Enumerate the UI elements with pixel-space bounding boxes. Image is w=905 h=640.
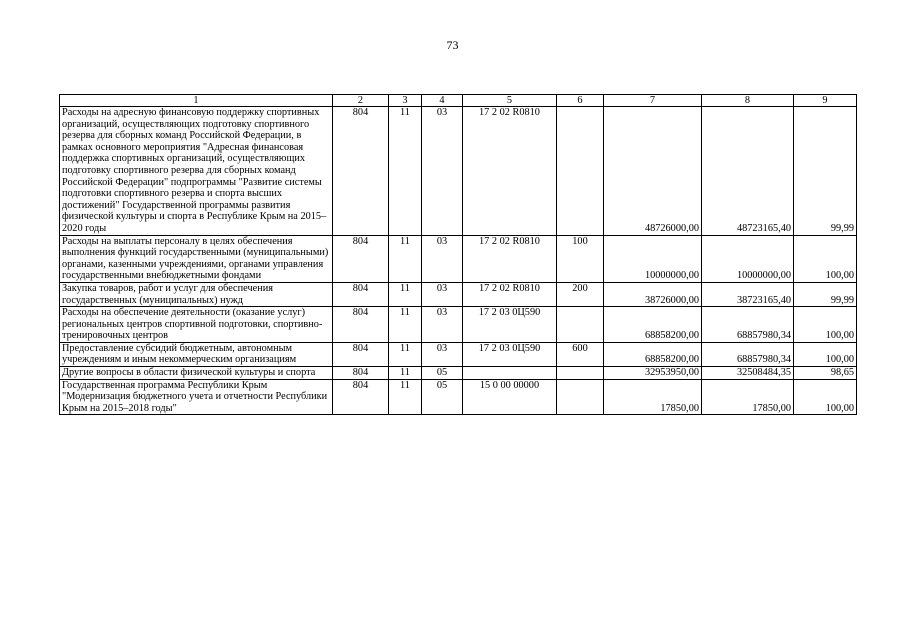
planned-amount: 32953950,00 bbox=[604, 367, 702, 380]
planned-amount: 38726000,00 bbox=[604, 282, 702, 306]
subsection-code: 03 bbox=[422, 107, 463, 236]
ministry-code: 804 bbox=[333, 367, 389, 380]
page-number: 73 bbox=[446, 38, 459, 52]
target-article-code: 17 2 03 0Ц590 bbox=[463, 307, 557, 343]
section-code: 11 bbox=[389, 107, 422, 236]
execution-percent: 100,00 bbox=[794, 379, 857, 415]
expense-type-code bbox=[557, 107, 604, 236]
planned-amount: 68858200,00 bbox=[604, 307, 702, 343]
actual-amount: 68857980,34 bbox=[702, 307, 794, 343]
actual-amount: 32508484,35 bbox=[702, 367, 794, 380]
ministry-code: 804 bbox=[333, 379, 389, 415]
ministry-code: 804 bbox=[333, 107, 389, 236]
row-description: Государственная программа Республики Крым "Модернизация бюджетного учета и отчетности Республики Крым на 2015–2018 годы" bbox=[60, 379, 333, 415]
ministry-code: 804 bbox=[333, 307, 389, 343]
budget-table bbox=[59, 94, 857, 415]
section-code: 11 bbox=[389, 235, 422, 282]
expense-type-code bbox=[557, 307, 604, 343]
actual-amount: 17850,00 bbox=[702, 379, 794, 415]
planned-amount: 48726000,00 bbox=[604, 107, 702, 236]
row-description: Предоставление субсидий бюджетным, автономным учреждениям и иным некоммерческим организациям bbox=[60, 342, 333, 366]
table-row bbox=[60, 235, 857, 282]
actual-amount: 68857980,34 bbox=[702, 342, 794, 366]
target-article-code: 17 2 02 R0810 bbox=[463, 235, 557, 282]
row-description: Закупка товаров, работ и услуг для обеспечения государственных (муниципальных) нужд bbox=[60, 282, 333, 306]
column-header: 6 bbox=[557, 95, 604, 107]
table-row bbox=[60, 282, 857, 306]
table-row bbox=[60, 342, 857, 366]
execution-percent: 100,00 bbox=[794, 235, 857, 282]
target-article-code: 17 2 02 R0810 bbox=[463, 107, 557, 236]
execution-percent: 100,00 bbox=[794, 307, 857, 343]
target-article-code: 17 2 02 R0810 bbox=[463, 282, 557, 306]
planned-amount: 17850,00 bbox=[604, 379, 702, 415]
column-header: 9 bbox=[794, 95, 857, 107]
row-description: Расходы на обеспечение деятельности (оказание услуг) региональных центров спортивной подготовки, спортивно-тренировочных центров bbox=[60, 307, 333, 343]
target-article-code bbox=[463, 367, 557, 380]
ministry-code: 804 bbox=[333, 342, 389, 366]
section-code: 11 bbox=[389, 342, 422, 366]
planned-amount: 10000000,00 bbox=[604, 235, 702, 282]
execution-percent: 100,00 bbox=[794, 342, 857, 366]
expense-type-code: 200 bbox=[557, 282, 604, 306]
planned-amount: 68858200,00 bbox=[604, 342, 702, 366]
column-header: 1 bbox=[60, 95, 333, 107]
row-description: Расходы на выплаты персоналу в целях обеспечения выполнения функций государственными (муниципальными) органами, казенными учреждениями, органами управления государственными внебюджетными фондами bbox=[60, 235, 333, 282]
execution-percent: 99,99 bbox=[794, 107, 857, 236]
target-article-code: 15 0 00 00000 bbox=[463, 379, 557, 415]
column-header: 7 bbox=[604, 95, 702, 107]
table-row bbox=[60, 307, 857, 343]
row-description: Другие вопросы в области физической культуры и спорта bbox=[60, 367, 333, 380]
row-description: Расходы на адресную финансовую поддержку спортивных организаций, осуществляющих подготовку спортивного резерва для сборных команд Российской Федерации, в рамках основного мероприятия "Адресная финансовая поддержка спортивных организаций, осуществляющих подготовку спортивного резерва для сборных команд Российской Федерации" подпрограммы "Развитие системы подготовки спортивного резерва и спорта высших достижений" Государственной программы развития физической культуры и спорта в Республике Крым на 2015–2020 годы bbox=[60, 107, 333, 236]
subsection-code: 05 bbox=[422, 367, 463, 380]
table-header-row bbox=[60, 95, 857, 107]
actual-amount: 10000000,00 bbox=[702, 235, 794, 282]
table-row bbox=[60, 379, 857, 415]
section-code: 11 bbox=[389, 367, 422, 380]
table-row bbox=[60, 107, 857, 236]
execution-percent: 98,65 bbox=[794, 367, 857, 380]
expense-type-code bbox=[557, 379, 604, 415]
section-code: 11 bbox=[389, 307, 422, 343]
actual-amount: 48723165,40 bbox=[702, 107, 794, 236]
expense-type-code: 100 bbox=[557, 235, 604, 282]
column-header: 2 bbox=[333, 95, 389, 107]
actual-amount: 38723165,40 bbox=[702, 282, 794, 306]
expense-type-code bbox=[557, 367, 604, 380]
column-header: 8 bbox=[702, 95, 794, 107]
expense-type-code: 600 bbox=[557, 342, 604, 366]
ministry-code: 804 bbox=[333, 282, 389, 306]
section-code: 11 bbox=[389, 379, 422, 415]
subsection-code: 05 bbox=[422, 379, 463, 415]
subsection-code: 03 bbox=[422, 342, 463, 366]
section-code: 11 bbox=[389, 282, 422, 306]
column-header: 5 bbox=[463, 95, 557, 107]
target-article-code: 17 2 03 0Ц590 bbox=[463, 342, 557, 366]
subsection-code: 03 bbox=[422, 307, 463, 343]
execution-percent: 99,99 bbox=[794, 282, 857, 306]
subsection-code: 03 bbox=[422, 282, 463, 306]
column-header: 4 bbox=[422, 95, 463, 107]
subsection-code: 03 bbox=[422, 235, 463, 282]
table-row bbox=[60, 367, 857, 380]
column-header: 3 bbox=[389, 95, 422, 107]
ministry-code: 804 bbox=[333, 235, 389, 282]
